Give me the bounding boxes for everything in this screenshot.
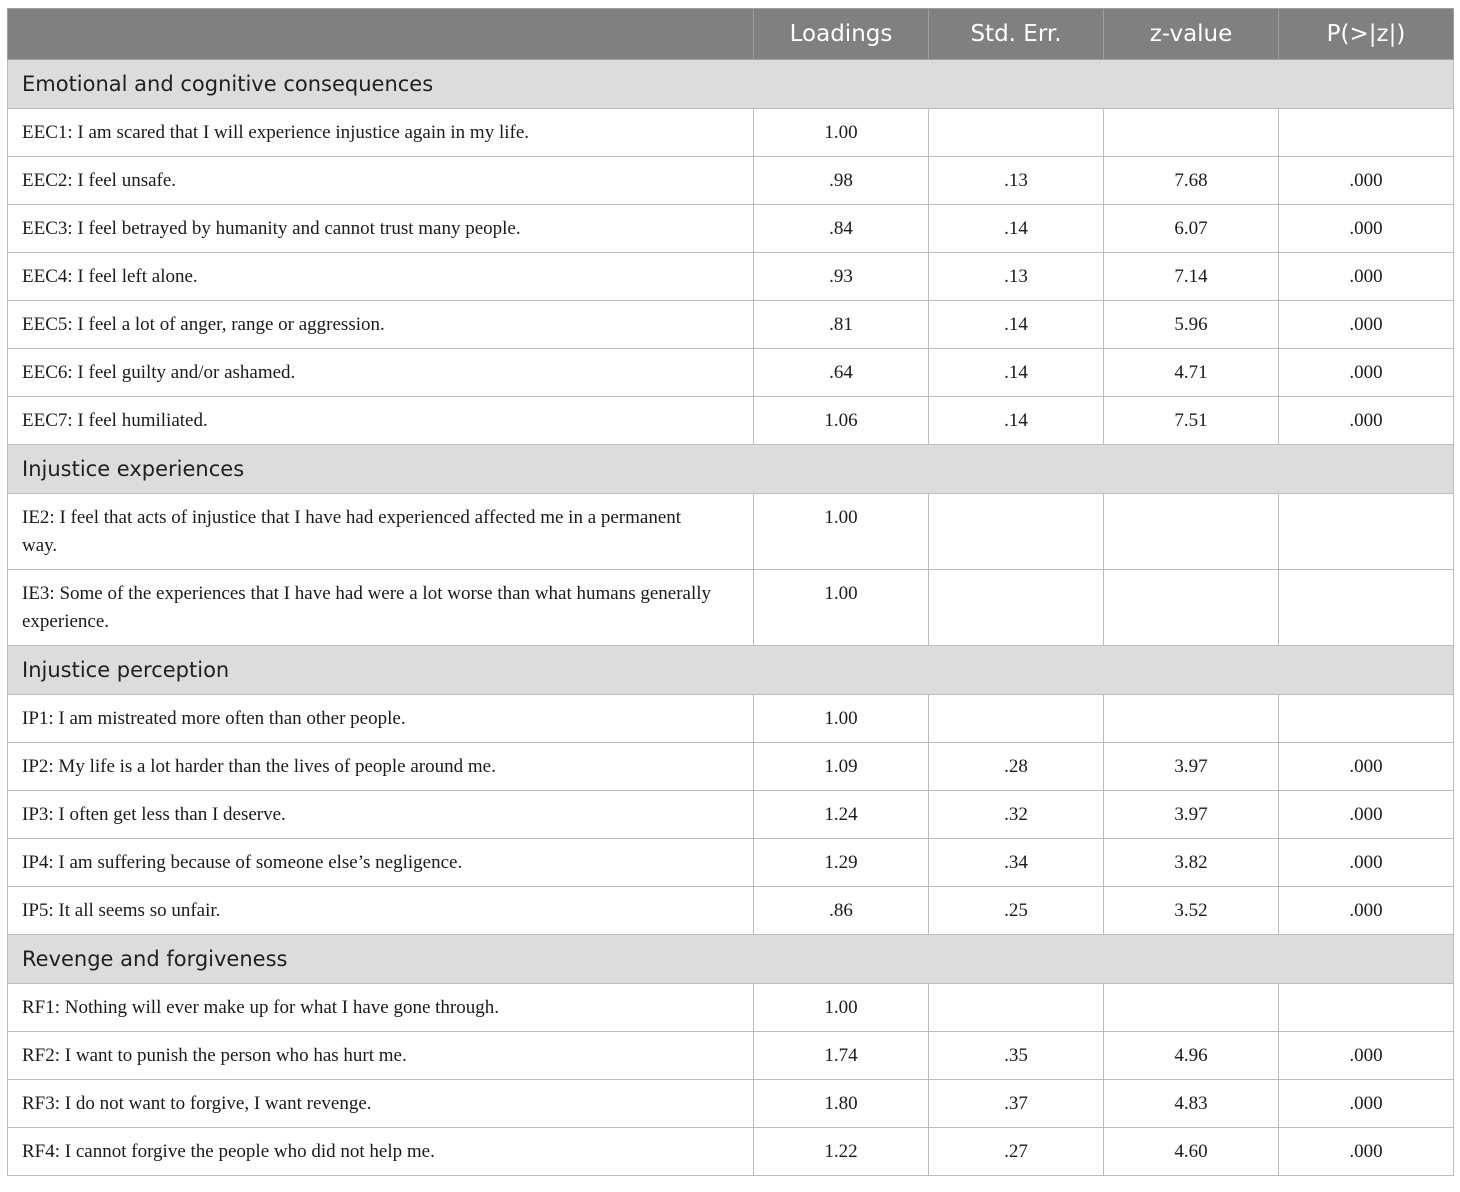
z-value: 4.83 (1104, 1080, 1279, 1128)
item-text: IE2: I feel that acts of injustice that I have had experienced affected me in a permanent way. (8, 494, 754, 570)
z-value: 7.14 (1104, 253, 1279, 301)
item-text: EEC6: I feel guilty and/or ashamed. (8, 349, 754, 397)
z-value (1104, 494, 1279, 570)
table-row (8, 253, 1454, 301)
p-value: .000 (1279, 301, 1454, 349)
loading-value: .86 (754, 887, 929, 935)
z-value: 5.96 (1104, 301, 1279, 349)
p-value: .000 (1279, 205, 1454, 253)
loading-value: 1.74 (754, 1032, 929, 1080)
item-text: IP4: I am suffering because of someone else’s negligence. (8, 839, 754, 887)
z-value: 7.68 (1104, 157, 1279, 205)
table-header (8, 9, 1454, 60)
std-err-value: .37 (929, 1080, 1104, 1128)
item-text: EEC4: I feel left alone. (8, 253, 754, 301)
factor-loadings-table (7, 8, 1454, 1176)
header-p-value: P(>|z|) (1279, 9, 1454, 60)
z-value: 6.07 (1104, 205, 1279, 253)
table-row (8, 743, 1454, 791)
p-value: .000 (1279, 887, 1454, 935)
table-row (8, 157, 1454, 205)
p-value: .000 (1279, 1080, 1454, 1128)
std-err-value: .28 (929, 743, 1104, 791)
std-err-value: .14 (929, 397, 1104, 445)
table-row (8, 839, 1454, 887)
loading-value: 1.80 (754, 1080, 929, 1128)
z-value (1104, 695, 1279, 743)
table-body (8, 60, 1454, 1176)
loading-value: 1.29 (754, 839, 929, 887)
header-loadings: Loadings (754, 9, 929, 60)
p-value (1279, 570, 1454, 646)
section-header (8, 935, 1454, 984)
loading-value: .81 (754, 301, 929, 349)
z-value: 3.82 (1104, 839, 1279, 887)
std-err-value (929, 570, 1104, 646)
section-title: Injustice experiences (8, 445, 1454, 494)
table-row (8, 791, 1454, 839)
std-err-value: .34 (929, 839, 1104, 887)
header-z-value: z-value (1104, 9, 1279, 60)
loading-value: 1.00 (754, 984, 929, 1032)
std-err-value (929, 494, 1104, 570)
p-value: .000 (1279, 1032, 1454, 1080)
z-value (1104, 984, 1279, 1032)
p-value: .000 (1279, 157, 1454, 205)
loading-value: 1.00 (754, 494, 929, 570)
section-header (8, 445, 1454, 494)
table-row (8, 397, 1454, 445)
table-row (8, 494, 1454, 570)
z-value: 4.71 (1104, 349, 1279, 397)
header-item (8, 9, 754, 60)
std-err-value (929, 695, 1104, 743)
loading-value: 1.00 (754, 109, 929, 157)
section-title: Injustice perception (8, 646, 1454, 695)
z-value (1104, 109, 1279, 157)
z-value (1104, 570, 1279, 646)
std-err-value: .25 (929, 887, 1104, 935)
loading-value: .84 (754, 205, 929, 253)
table-row (8, 887, 1454, 935)
loading-value: 1.00 (754, 570, 929, 646)
loading-value: 1.22 (754, 1128, 929, 1176)
p-value: .000 (1279, 253, 1454, 301)
p-value: .000 (1279, 743, 1454, 791)
std-err-value: .13 (929, 253, 1104, 301)
item-text: EEC3: I feel betrayed by humanity and cannot trust many people. (8, 205, 754, 253)
item-text: EEC1: I am scared that I will experience injustice again in my life. (8, 109, 754, 157)
loading-value: 1.00 (754, 695, 929, 743)
table-row (8, 695, 1454, 743)
item-text: IE3: Some of the experiences that I have had were a lot worse than what humans generally experience. (8, 570, 754, 646)
item-text: RF3: I do not want to forgive, I want revenge. (8, 1080, 754, 1128)
table-row (8, 109, 1454, 157)
table-row (8, 984, 1454, 1032)
std-err-value (929, 109, 1104, 157)
loading-value: 1.09 (754, 743, 929, 791)
table-row (8, 1032, 1454, 1080)
z-value: 3.97 (1104, 791, 1279, 839)
table-row (8, 349, 1454, 397)
loading-value: 1.06 (754, 397, 929, 445)
p-value: .000 (1279, 839, 1454, 887)
item-text: EEC5: I feel a lot of anger, range or aggression. (8, 301, 754, 349)
loading-value: .98 (754, 157, 929, 205)
section-title: Revenge and forgiveness (8, 935, 1454, 984)
std-err-value: .14 (929, 205, 1104, 253)
item-text: RF4: I cannot forgive the people who did not help me. (8, 1128, 754, 1176)
item-text: IP2: My life is a lot harder than the lives of people around me. (8, 743, 754, 791)
p-value (1279, 109, 1454, 157)
section-header (8, 60, 1454, 109)
z-value: 3.97 (1104, 743, 1279, 791)
section-header (8, 646, 1454, 695)
item-text: IP3: I often get less than I deserve. (8, 791, 754, 839)
std-err-value: .27 (929, 1128, 1104, 1176)
z-value: 4.96 (1104, 1032, 1279, 1080)
std-err-value: .14 (929, 301, 1104, 349)
table-row (8, 1128, 1454, 1176)
std-err-value: .13 (929, 157, 1104, 205)
p-value (1279, 984, 1454, 1032)
item-text: EEC2: I feel unsafe. (8, 157, 754, 205)
std-err-value (929, 984, 1104, 1032)
std-err-value: .32 (929, 791, 1104, 839)
z-value: 7.51 (1104, 397, 1279, 445)
p-value (1279, 695, 1454, 743)
z-value: 3.52 (1104, 887, 1279, 935)
table-row (8, 301, 1454, 349)
item-text: IP5: It all seems so unfair. (8, 887, 754, 935)
loading-value: 1.24 (754, 791, 929, 839)
item-text: RF1: Nothing will ever make up for what I have gone through. (8, 984, 754, 1032)
p-value: .000 (1279, 791, 1454, 839)
section-title: Emotional and cognitive consequences (8, 60, 1454, 109)
z-value: 4.60 (1104, 1128, 1279, 1176)
p-value: .000 (1279, 1128, 1454, 1176)
p-value: .000 (1279, 397, 1454, 445)
loading-value: .93 (754, 253, 929, 301)
header-std-err: Std. Err. (929, 9, 1104, 60)
item-text: IP1: I am mistreated more often than other people. (8, 695, 754, 743)
item-text: EEC7: I feel humiliated. (8, 397, 754, 445)
std-err-value: .35 (929, 1032, 1104, 1080)
header-row (8, 9, 1454, 60)
p-value (1279, 494, 1454, 570)
table-row (8, 205, 1454, 253)
table-row (8, 1080, 1454, 1128)
loading-value: .64 (754, 349, 929, 397)
table-row (8, 570, 1454, 646)
p-value: .000 (1279, 349, 1454, 397)
std-err-value: .14 (929, 349, 1104, 397)
item-text: RF2: I want to punish the person who has hurt me. (8, 1032, 754, 1080)
